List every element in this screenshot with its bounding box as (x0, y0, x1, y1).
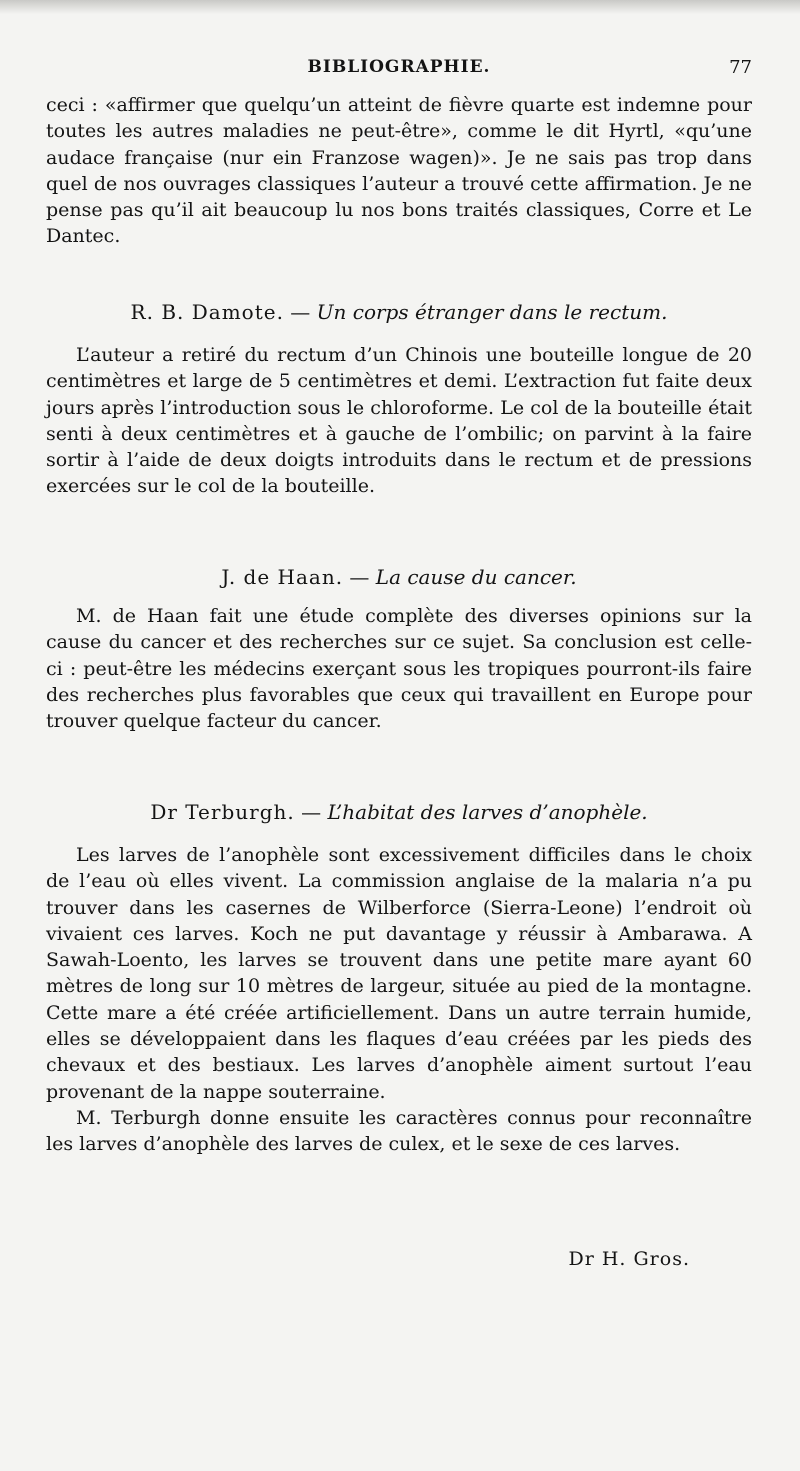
entry-title: L’habitat des larves d’anophèle. (327, 800, 648, 824)
entry-author: R. B. Damote. (130, 300, 284, 324)
entry-heading (46, 800, 752, 824)
entry-title: Un corps étranger dans le rectum. (316, 300, 668, 324)
running-head: BIBLIOGRAPHIE. (307, 57, 491, 77)
entry-author: Dr Terburgh. (150, 800, 295, 824)
page-number: 77 (729, 57, 752, 78)
entry-body (46, 342, 752, 500)
entry-separator: — (349, 565, 370, 589)
intro-paragraph-block (46, 92, 752, 250)
entry-heading (46, 565, 752, 589)
entry-separator: — (290, 300, 311, 324)
entry-body (46, 603, 752, 734)
scan-edge (0, 0, 800, 14)
entry-body (46, 842, 752, 1158)
entry-author: J. de Haan. (221, 565, 344, 589)
intro-paragraph: ceci : «affirmer que quelqu’un atteint de fièvre quarte est indemne pour toutes les autres maladies ne peut-être», comme le dit Hyrtl, «qu’une audace française (nur ein Franzose wagen)». Je ne sais pas trop dans quel de nos ouvrages classiques l’auteur a trouvé cette affirmation. Je ne pense pas qu’il ait beaucoup lu nos bons traités classiques, Corre et Le Dantec. (46, 94, 752, 248)
entry-paragraph: L’auteur a retiré du rectum d’un Chinois une bouteille longue de 20 centimètres et large de 5 centimètres et demi. L’extraction fut faite deux jours après l’introduction sous le chloroforme. Le col de la bouteille était senti à deux centimètres et à gauche de l’ombilic; on parvint à la faire sortir à l’aide de deux doigts introduits dans le rectum et de pressions exercées sur le col de la bouteille. (46, 344, 752, 498)
entry-heading (46, 300, 752, 324)
page-header (46, 57, 752, 83)
entry-separator: — (301, 800, 322, 824)
entry-paragraph: M. Terburgh donne ensuite les caractères connus pour reconnaître les larves d’anophèle des larves de culex, et le sexe de ces larves. (46, 1106, 752, 1156)
entry-paragraph: M. de Haan fait une étude complète des diverses opinions sur la cause du cancer et des recherches sur ce sujet. Sa conclusion est celle-ci : peut-être les médecins exerçant sous les tropiques pourront-ils faire des recherches plus favorables que ceux qui travaillent en Europe pour trouver quelque facteur du cancer. (46, 605, 752, 733)
entry-title: La cause du cancer. (375, 565, 577, 589)
entry-paragraph: Les larves de l’anophèle sont excessivement difficiles dans le choix de l’eau où elles vivent. La commission anglaise de la malaria n’a pu trouver dans les casernes de Wilberforce (Sierra-Leone) l’endroit où vivaient ces larves. Koch ne put davantage y réussir à Ambarawa. A Sawah-Loento, les larves se trouvent dans une petite mare ayant 60 mètres de long sur 10 mètres de largeur, située au pied de la montagne. Cette mare a été créée artificiellement. Dans un autre terrain humide, elles se développaient dans les flaques d’eau créées par les pieds des chevaux et des bestiaux. Les larves d’anophèle aiment surtout l’eau provenant de la nappe souterraine. (46, 844, 752, 1103)
signature: Dr H. Gros. (568, 1248, 690, 1270)
